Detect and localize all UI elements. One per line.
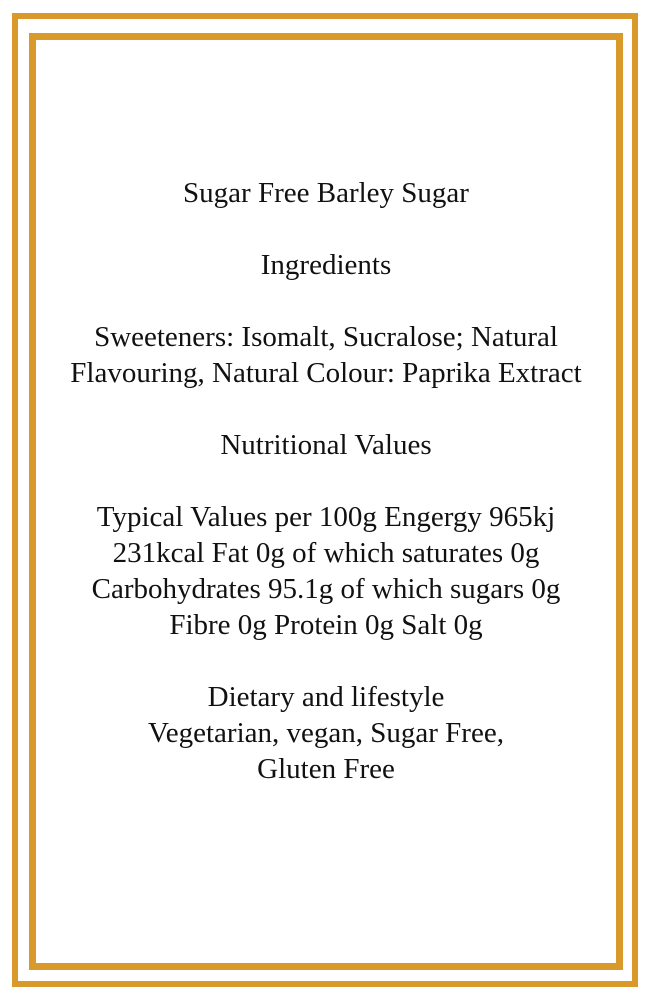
product-name: Sugar Free Barley Sugar (183, 177, 469, 209)
nutrition-values (36, 499, 616, 643)
nutrition-line: Carbohydrates 95.1g of which sugars 0g (91, 573, 561, 605)
dietary-section (36, 679, 616, 787)
ingredients-list (36, 319, 616, 391)
nutrition-line: Typical Values per 100g Engergy 965kj (96, 501, 556, 533)
nutrition-line: 231kcal Fat 0g of which saturates 0g (112, 537, 540, 569)
dietary-line: Vegetarian, vegan, Sugar Free, (148, 717, 504, 749)
ingredients-line: Flavouring, Natural Colour: Paprika Extract (70, 357, 582, 389)
product-label (36, 175, 616, 787)
ingredients-heading: Ingredients (260, 249, 392, 281)
dietary-line: Gluten Free (257, 753, 395, 785)
ingredients-line: Sweeteners: Isomalt, Sucralose; Natural (94, 321, 558, 353)
dietary-heading: Dietary and lifestyle (207, 681, 445, 713)
nutrition-heading: Nutritional Values (220, 429, 432, 461)
nutrition-line: Fibre 0g Protein 0g Salt 0g (169, 609, 483, 641)
